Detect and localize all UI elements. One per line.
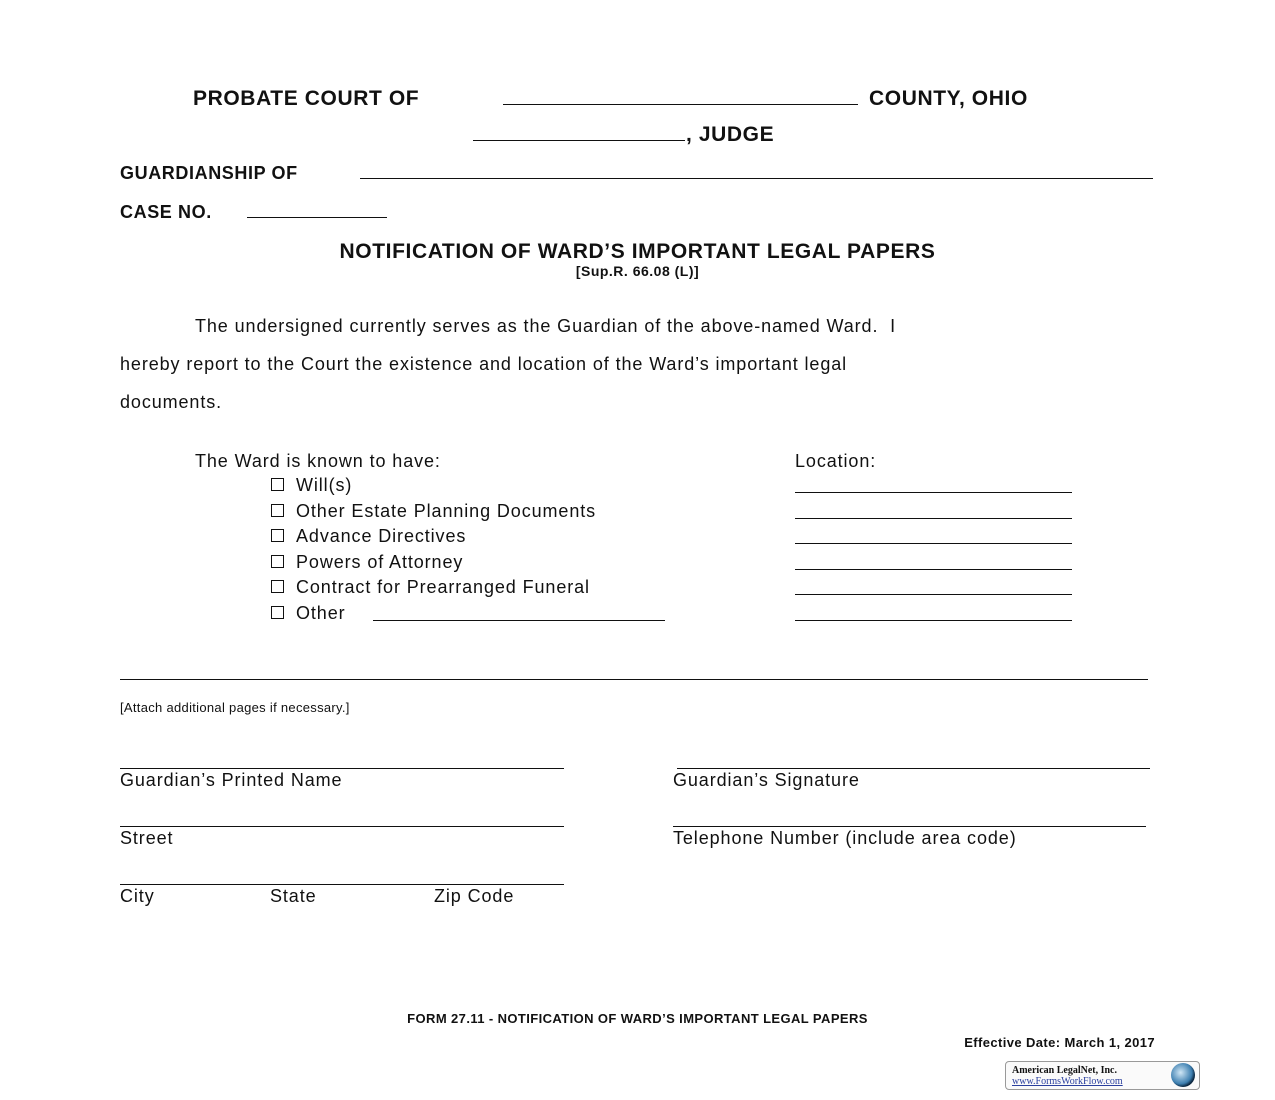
rule-citation: [Sup.R. 66.08 (L)] <box>575 263 700 279</box>
telephone-label: Telephone Number (include area code) <box>673 828 1017 848</box>
state-label: State <box>270 886 317 906</box>
list-heading: The Ward is known to have: <box>195 451 441 471</box>
page-title: NOTIFICATION OF WARD’S IMPORTANT LEGAL PAPERS <box>339 240 936 263</box>
american-legalnet-logo[interactable] <box>1005 1061 1200 1090</box>
checkbox-icon[interactable] <box>271 529 284 542</box>
guardianship-field[interactable] <box>360 178 1153 179</box>
case-no-label: CASE NO. <box>120 202 212 222</box>
checkbox-wills[interactable] <box>271 476 352 494</box>
location-field-estate-planning[interactable] <box>795 518 1072 519</box>
court-suffix: COUNTY, OHIO <box>869 87 1028 110</box>
printed-name-label: Guardian’s Printed Name <box>120 770 343 790</box>
effective-date: Effective Date: March 1, 2017 <box>964 1035 1155 1050</box>
checkbox-icon[interactable] <box>271 478 284 491</box>
checkbox-icon[interactable] <box>271 555 284 568</box>
form-footer: FORM 27.11 - NOTIFICATION OF WARD’S IMPORTANT LEGAL PAPERS <box>407 1011 868 1026</box>
judge-field[interactable] <box>473 140 685 141</box>
city-label: City <box>120 886 155 906</box>
item-label: Advance Directives <box>296 526 467 546</box>
location-field-powers-of-attorney[interactable] <box>795 569 1072 570</box>
county-field[interactable] <box>503 104 858 105</box>
guardianship-label: GUARDIANSHIP OF <box>120 163 298 183</box>
checkbox-funeral-contract[interactable] <box>271 578 590 596</box>
logo-company-name: American LegalNet, Inc. <box>1012 1065 1117 1076</box>
item-label: Powers of Attorney <box>296 552 464 572</box>
zip-label: Zip Code <box>434 886 515 906</box>
paragraph-line: hereby report to the Court the existence and location of the Ward’s important legal <box>120 354 848 374</box>
checkbox-estate-planning[interactable] <box>271 502 596 520</box>
court-prefix: PROBATE COURT OF <box>193 87 420 110</box>
attach-note: [Attach additional pages if necessary.] <box>120 700 350 715</box>
logo-url-link[interactable]: www.FormsWorkFlow.com <box>1012 1076 1123 1087</box>
city-state-zip-field[interactable] <box>120 884 564 885</box>
additional-notes-field[interactable] <box>120 679 1148 680</box>
location-field-wills[interactable] <box>795 492 1072 493</box>
location-heading: Location: <box>795 451 877 471</box>
globe-icon <box>1171 1063 1195 1087</box>
other-description-field[interactable] <box>373 620 665 621</box>
signature-field[interactable] <box>677 768 1150 769</box>
street-field[interactable] <box>120 826 564 827</box>
judge-label: , JUDGE <box>686 123 775 146</box>
signature-label: Guardian’s Signature <box>673 770 860 790</box>
location-field-funeral-contract[interactable] <box>795 594 1072 595</box>
checkbox-icon[interactable] <box>271 606 284 619</box>
checkbox-powers-of-attorney[interactable] <box>271 553 463 571</box>
street-label: Street <box>120 828 174 848</box>
checkbox-other[interactable] <box>271 604 346 622</box>
item-label: Contract for Prearranged Funeral <box>296 577 590 597</box>
checkbox-icon[interactable] <box>271 504 284 517</box>
printed-name-field[interactable] <box>120 768 564 769</box>
case-no-field[interactable] <box>247 217 387 218</box>
paragraph-line: The undersigned currently serves as the Guardian of the above-named Ward. I <box>195 316 897 336</box>
location-field-other[interactable] <box>795 620 1072 621</box>
paragraph-line: documents. <box>120 392 223 412</box>
item-label: Other <box>296 603 346 623</box>
telephone-field[interactable] <box>673 826 1146 827</box>
location-field-advance-directives[interactable] <box>795 543 1072 544</box>
checkbox-advance-directives[interactable] <box>271 527 466 545</box>
checkbox-icon[interactable] <box>271 580 284 593</box>
item-label: Other Estate Planning Documents <box>296 501 597 521</box>
item-label: Will(s) <box>296 475 353 495</box>
